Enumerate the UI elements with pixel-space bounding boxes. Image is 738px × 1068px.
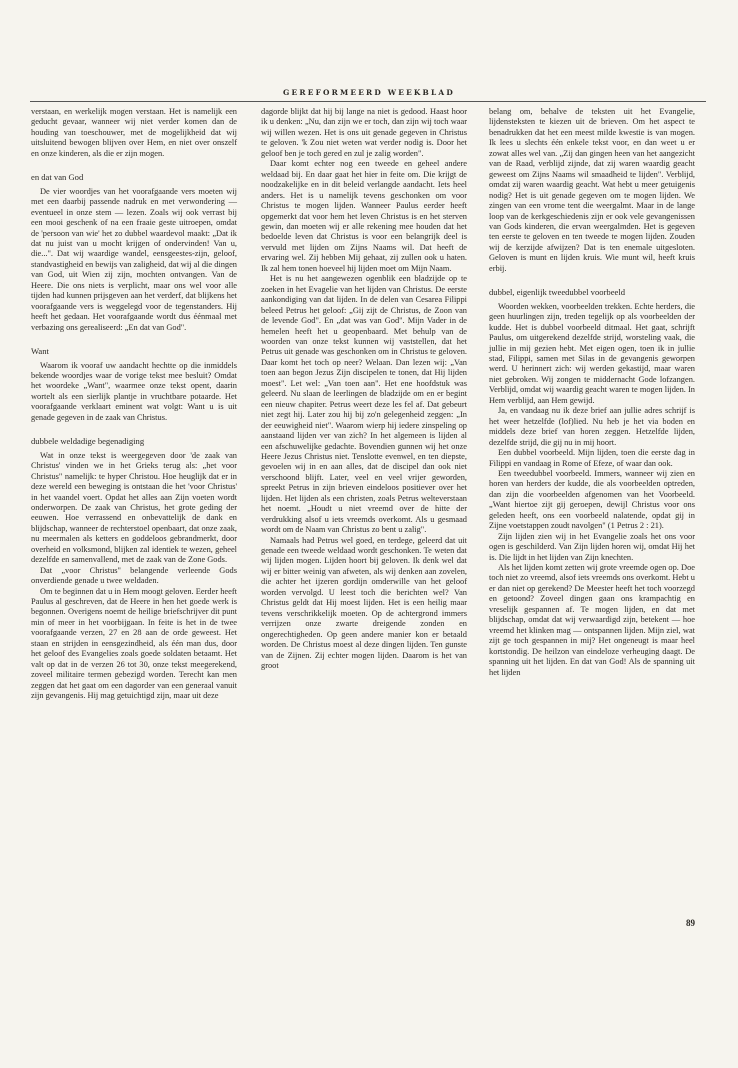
column-2 xyxy=(261,107,467,671)
page-number: 89 xyxy=(686,918,695,928)
paragraph: Daar komt echter nog een tweede en geheel andere weldaad bij. En daar gaat het hier in feite om. Die krijgt de noodzakelijke en in dit beleid verlangde aandacht. Iets heel anders. Het is u namelijk tevens geschonken om voor Christus te mogen lijden. Wanneer Paulus eerder heeft opgemerkt dat voor hem het leven Christus is en het sterven gewin, dan moeten wij er alle rekening mee houden dat het bedoelde leven dat Christus is voor een belangrijk deel is vervuld met lijden om Zijns Naams wil. Dat heeft de ervaring wel. Zij hebben Mij gehaat, zij zullen ook u haten. Ik zal hem tonen hoeveel hij lijden moet om Mijn Naam. xyxy=(261,159,467,273)
paragraph: Zijn lijden zien wij in het Evangelie zoals het ons voor ogen is geschilderd. Van Zijn lijden horen wij, omdat Hij het is. Die lijdt in het lijden van Zijn knechten. xyxy=(489,531,695,562)
paragraph: Een tweedubbel voorbeeld. Immers, wanneer wij zien en horen van herders der kudde, die als voorbeelden optreden, dan zijn die voorbeelden afgenomen van het Voorbeeld. „Want hiertoe zijt gij geroepen, dewijl Christus voor ons geleden heeft, ons een voorbeeld nalatende, opdat gij in Zijne voetstappen zoudt navolgen" (1 Petrus 2 : 21). xyxy=(489,468,695,531)
paragraph: Namaals had Petrus wel goed, en terdege, geleerd dat uit genade een tweede weldaad wordt geschonken. Te weten dat wij lijden mogen. Lijden hoort bij geloven. Ik denk wel dat wij er bitter weinig van afweten, als wij denken aan zovelen, die achter het ijzeren gordijn omderwille van het geloof worden vervolgd. U leest toch die berichten wel? Van Christus geldt dat Hij moest lijden. Het is een heilig maar tevens verschrikkelijk moeten. Op de achtergrond immers verrijzen onze zwarte dreigende zonden en ongerechtigheden. Op geen andere manier kon er betaald worden. De Christus moest al deze dingen lijden. Ten gunste van de Zijnen. Zij echter mogen lijden. Daarom is het van groot xyxy=(261,535,467,671)
paragraph: De vier woordjes van het voorafgaande vers moeten wij met een daarbij passende nadruk en met verwondering — eventueel in onze stem — lezen. Zoals wij ook verrast bij een mooi geschenk of na een fraaie geste uitroepen, omdat de 'persoon van wie' het zo dubbel waardevol maakt: „Dat ik dat nu juist van u mocht krijgen of ondervinden! Van u, die...". Dat wij waardige wandel, eensgeestes-zijn, geloof, standvastigheid en bewijs van zaligheid, dat wij al die dingen van God, uit Wien zij zijn, mochten ontvangen. Van de Heere. Die ons niets is verplicht, maar ons wel voor alle tijden had kunnen prijsgeven aan het verderf, dat blijkens het voorafgaande vers is weggelegd voor de tegenstanders. Hij heeft het gedaan. Het voorafgaande wordt dus éénmaal met verbazing ons gerealiseerd: „En dat van God". xyxy=(31,186,237,332)
paragraph: Als het lijden komt zetten wij grote vreemde ogen op. Doe toch niet zo vreemd, alsof iets vreemds ons overkomt. Hebt u er dan niet op gerekend? De Meester heeft het toch voorzegd en getoond? Zoveel dingen gaan ons krampachtig en vreselijk gespannen af. Te mogen lijden, en dat met blijdschap, omdat dat wij verwaardigd zijn, betekent — hoe vreemd het klinken mag — ontspannen lijden. Mijn ziel, wat zijt ge toch gespannen in mij? Het ongeneugt is maar heel kortstondig. De heilzon van eindeloze verheuging daagt. De spanning uit het lijden. En dat van God! Als de spanning uit het lijden xyxy=(489,563,695,677)
paragraph: Woorden wekken, voorbeelden trekken. Echte herders, die geen huurlingen zijn, treden tegelijk op als voorbeelden der kudde. Het is dubbel voorbeeld ditmaal. Het gaat, schrijft Paulus, om uitgerekend dezelfde strijd, worsteling vaak, die jullie in mij gezien hebt. Met eigen ogen, toen ik in jullie stad, Filippi, samen met Silas in de gevangenis geworpen werd. U herinnert zich: wij werden gekastijd, maar waren niet gebroken. Wij zongen te middernacht Gode lofzangen. Verblijd, omdat wij waardig geacht waren te mogen lijden. In Hem verblijd, aan Hem gewijd. xyxy=(489,301,695,405)
section-heading: en dat van God xyxy=(31,172,84,183)
paragraph: Een dubbel voorbeeld. Mijn lijden, toen die eerste dag in Filippi en vandaag in Rome of Efeze, of waar dan ook. xyxy=(489,448,695,468)
paragraph: belang om, behalve de teksten uit het Evangelie, lijdensteksten te kiezen uit de brieven. Om het aspect te benadrukken dat het een meest milde kwestie is van mogen. Ik lees u slechts één enkele tekst voor, en dan weet u er zowat alles wel van. „Zij dan gingen heen van het aangezicht van de Raad, verblijd zijnde, dat zij waren waardig geacht geweest om Zijns Naams wil smaadheid te lijden". Verblijd, omdat zij waren waardig geacht. Wat hebt u meer getuigenis nodig? Het is uit genade gegeven om te mogen lijden. We zingen van een vrome tent die weergalmt. Maar in de lange loop van de kerkgeschiedenis zijn er ook vele gevangenissen van Gods kinderen, die ervan weergalmden. Het is gegeven ten eerste te geloven en ten tweede te mogen lijden. Zouden wij de kerzijde afwijzen? Dat is ten enemale uitgesloten. Geloven is munt en lijden kruis. Wie munt wil, heeft kruis erbij. xyxy=(489,107,695,273)
section-heading: dubbel, eigenlijk tweedubbel voorbeeld xyxy=(489,287,626,298)
paragraph: Om te beginnen dat u in Hem moogt geloven. Eerder heeft Paulus al geschreven, dat de Heere in hen het goede werk is begonnen. Overigens noemt de heilige briefschrijver dit punt min of meer in het voorbijgaan. In feite is het in de twee voorafgaande verzen, 27 en 28 aan de orde geweest. Het staan en strijden in eensgezindheid, als één man dus, door het geloof des Evangelies zoals goede soldaten betaamt. Het valt op dat in de verzen 26 tot 30, onze tekst meegerekend, zoveel militaire termen gebezigd worden. Terecht kan men zeggen dat het gaat om een dagorder van een generaal vanuit zijn gevangenis. Hij mag getuichtigd zijn, maar uit deze xyxy=(31,586,237,701)
running-header: GEREFORMEERD WEEKBLAD xyxy=(283,88,455,97)
column-3 xyxy=(489,107,695,678)
paragraph: Wat in onze tekst is weergegeven door 'de zaak van Christus' vinden we in het Grieks terug als: „het voor Christus" namelijk: te hyper Christou. Hoe heuglijk dat er in deze wereld een beweging is ontstaan die het 'voor Christus' in het vaandel voert. Opdat het alles aan Zijn voeten wordt onderworpen. De zaak van Christus, het grote geding der eeuwen. Hoe verrassend en onbevattelijk de dank en blijdschap, wanneer de rechterstoel openbaart, dat onze zaak, nu meermalen als ketters en goddeloos gebrandmerkt, door overheid en volksmond, blijken zal identiek te wezen, geheel dezelfde en samenvallend, met de zaak van de Zone Gods. xyxy=(31,450,237,565)
column-1 xyxy=(31,107,237,702)
section-heading: dubbele weldadige begenadiging xyxy=(31,436,145,447)
paragraph: Dat „voor Christus" belangende verleende Gods onverdiende genade u twee weldaden. xyxy=(31,565,237,586)
section-heading: Want xyxy=(31,346,49,357)
paragraph: Ja, en vandaag nu ik deze brief aan jullie adres schrijf is het weer hetzelfde (lof)lied. Nu heb je het via boden en middels deze brief van horen zeggen. Hetzelfde lijden, dezelfde strijd, die gij nu in mij hoort. xyxy=(489,406,695,447)
paragraph: dagorde blijkt dat hij bij lange na niet is gedood. Haast hoor ik u denken: „Nu, dan zijn we er toch, dan zijn wij toch waar wij willen wezen. Het is ons uit genade gegeven in Christus te geloven. 'k Zou niet weten wat verder nodig is. Door het geloof ben je toch gered en zul je zalig worden". xyxy=(261,107,467,158)
paragraph: Waarom ik vooraf uw aandacht hechtte op die inmiddels bekende woordjes waar de vorige tekst mee besluit? Omdat het woordeke „Want", waarmee onze tekst opent, daarin wortelt als een sierlijk plantje in vruchtbare potaarde. Het voorafgaande verklaart eminent wat volgt: Want u is uit genade gegeven in de zaak van Christus. xyxy=(31,360,237,422)
paragraph: verstaan, en werkelijk mogen verstaan. Het is namelijk een geducht gevaar, wanneer wij niet verder komen dan de houding van toeschouwer, met de mogelijkheid dat wij uitsluitend bewogen blijven over Hem, en niet over onszelf en onze kinderen, als die er zijn mogen. xyxy=(31,107,237,158)
header-rule xyxy=(30,101,706,102)
paragraph: Het is nu het aangewezen ogenblik een bladzijde op te zoeken in het Evagelie van het lijden van Christus. De eerste aankondiging van dat lijden. In de delen van Cesarea Filippi beleed Petrus het geloof: „Gij zijt de Christus, de Zoon van de levende God". En „dat was van God". Mijn Vader in de hemelen heeft het u geopenbaard. Met behulp van de woorden van onze tekst kunnen wij vaststellen, dat het Petrus uit genade was geschonken om in Christus te geloven. Daar komt het toch op neer? Welaan. Dan lezen wij: „Van toen aan begon Jezus Zijn discipelen te tonen, dat Hij lijden moest". Let wel: „Van toen aan". Het ene hoofdstuk was geleerd. Nu slaan de leerlingen de bladzijde om en er begint een nieuw chapiter. Petrus weert deze les fel af. Dat gebeurt niet zegt hij. Later zou hij bij zo'n gelegenheid zeggen: „In der eeuwigheid niet". Waarom wierp hij iedere zinspeling op aanstaand lijden ver van zich? In het algemeen is lijden al een afschuwelijke gedachte. Bovendien gunnen wij het onze Heere Jezus Christus niet. Tenslotte evenwel, en ten diepste, gevoelen wij in en aan alles, dat de discipel dan ook niet verschoond blijft. Later, veel en veel vrijer geworden, spreekt Petrus in zijn brieven eindeloos positiever over het lijden. Het lijden als een christen, zoals Petrus welteverstaan het noemt. „Houdt u niet vreemd over de hitte der verdrukking alsof u iets vreemds overkomt. Als u gesmaad wordt om de Naam van Christus zo bent u zalig". xyxy=(261,274,467,535)
